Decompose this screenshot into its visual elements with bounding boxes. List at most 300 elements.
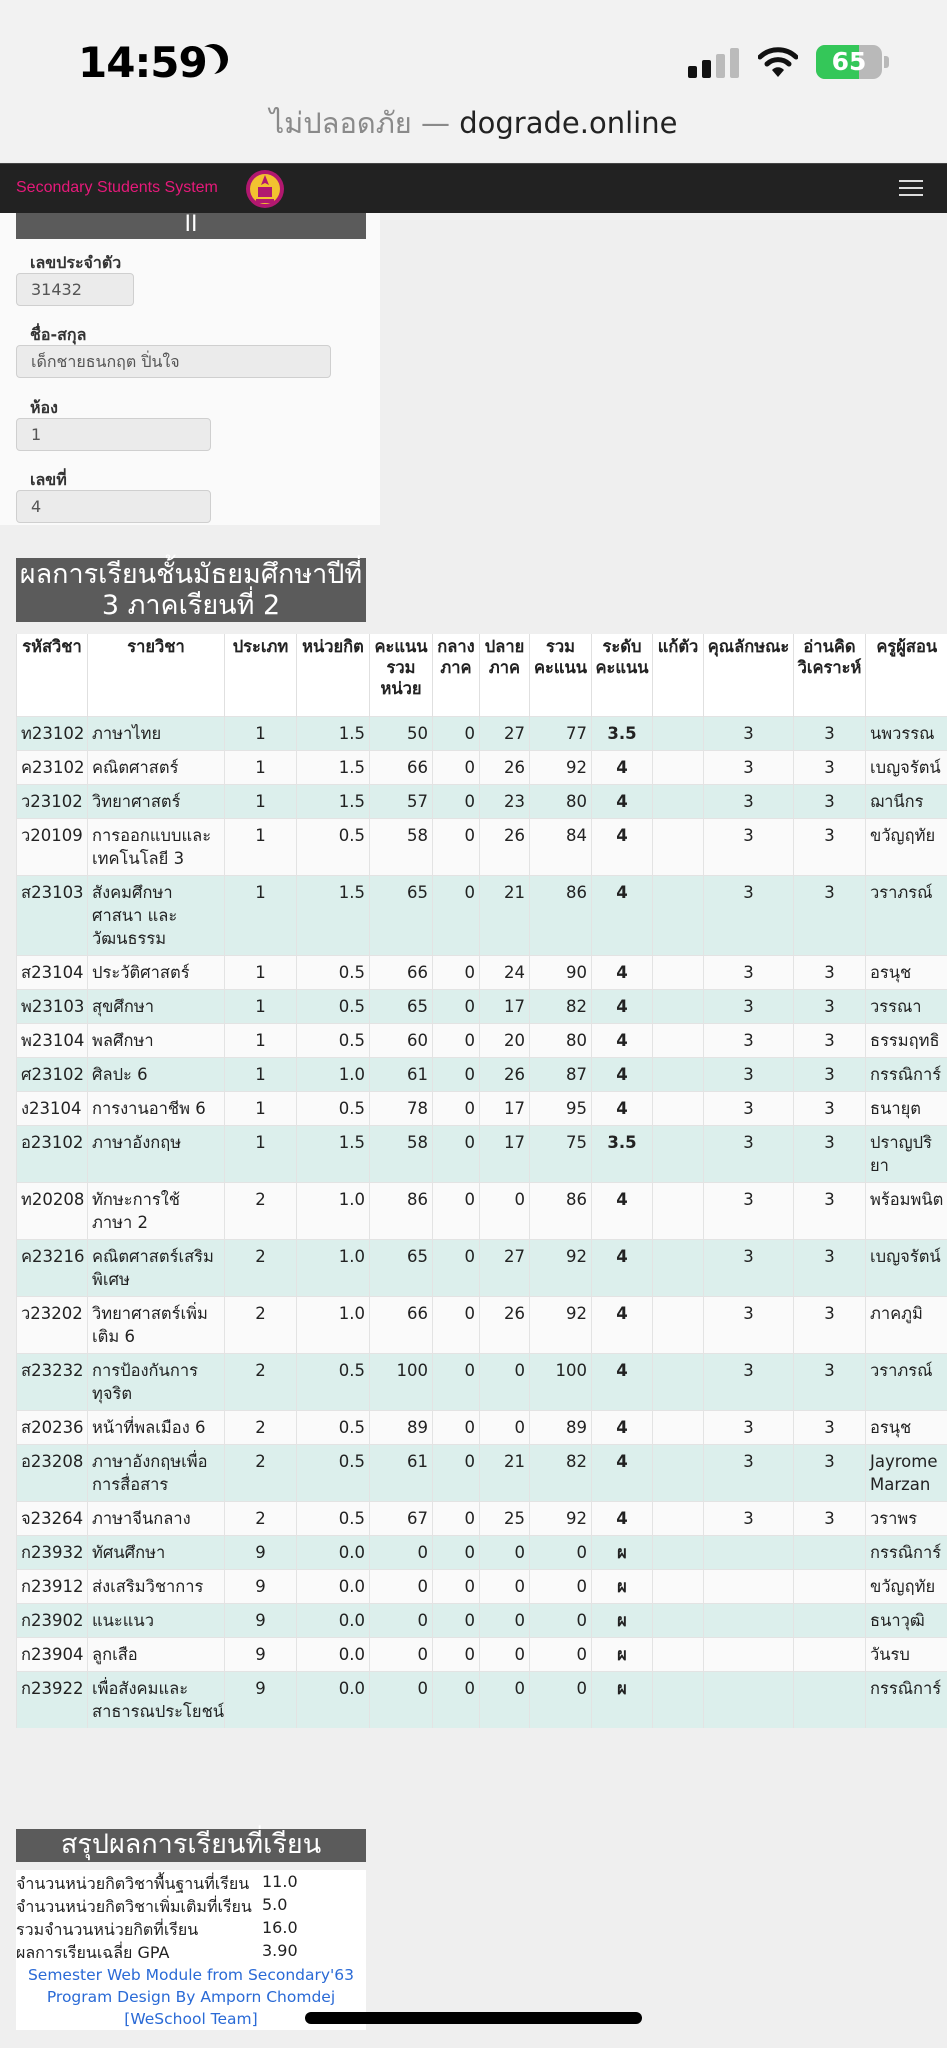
table-cell: 0 xyxy=(433,1296,480,1353)
table-cell: 0 xyxy=(433,1125,480,1182)
table-cell: 77 xyxy=(530,716,592,750)
table-cell: 23 xyxy=(480,784,530,818)
table-cell: ส23103 xyxy=(17,875,88,955)
table-cell: ธนายุต xyxy=(866,1091,947,1125)
table-cell: 0 xyxy=(433,1239,480,1296)
number-label: เลขที่ xyxy=(30,470,67,489)
brand-link[interactable]: Secondary Students System xyxy=(16,179,218,196)
table-cell: 3 xyxy=(704,1296,794,1353)
table-cell: 0 xyxy=(433,1410,480,1444)
table-cell: 1 xyxy=(225,1125,297,1182)
table-cell: 4 xyxy=(592,1057,653,1091)
table-cell: 3 xyxy=(794,1057,866,1091)
col-header: ประเภท xyxy=(225,634,297,716)
table-cell: 4 xyxy=(592,1501,653,1535)
table-cell: 27 xyxy=(480,716,530,750)
table-cell: 4 xyxy=(592,750,653,784)
table-row xyxy=(17,1023,947,1057)
table-cell: 0 xyxy=(433,750,480,784)
info-panel-header: II xyxy=(16,213,366,239)
table-cell: 26 xyxy=(480,1296,530,1353)
table-row xyxy=(17,1125,947,1182)
table-cell xyxy=(653,1410,704,1444)
insecure-label: ไม่ปลอดภัย xyxy=(269,106,412,140)
table-cell xyxy=(653,1444,704,1501)
table-cell: 0.5 xyxy=(297,1091,370,1125)
table-cell: 1 xyxy=(225,989,297,1023)
table-cell: 0 xyxy=(433,1091,480,1125)
table-cell: 4 xyxy=(592,1296,653,1353)
table-cell: จ23264 xyxy=(17,1501,88,1535)
table-cell xyxy=(653,750,704,784)
summary-panel xyxy=(16,1870,366,2030)
table-cell: 0 xyxy=(370,1603,433,1637)
table-cell: 3.5 xyxy=(592,1125,653,1182)
table-cell: 4 xyxy=(592,1239,653,1296)
table-cell: เบญจรัตน์ xyxy=(866,1239,947,1296)
table-cell: 2 xyxy=(225,1410,297,1444)
table-cell: 1 xyxy=(225,818,297,875)
table-cell: 1 xyxy=(225,784,297,818)
table-cell xyxy=(653,716,704,750)
table-cell: กรรณิการ์ xyxy=(866,1671,947,1728)
table-cell: 0 xyxy=(433,1569,480,1603)
table-cell: ว20109 xyxy=(17,818,88,875)
table-cell: 1 xyxy=(225,1091,297,1125)
hamburger-menu-icon[interactable] xyxy=(899,180,923,198)
table-row xyxy=(17,1296,947,1353)
table-cell: 82 xyxy=(530,989,592,1023)
table-cell xyxy=(653,1091,704,1125)
table-cell: 57 xyxy=(370,784,433,818)
table-cell: 21 xyxy=(480,1444,530,1501)
summary-label: จำนวนหน่วยกิตวิชาเพิ่มเติมที่เรียน xyxy=(16,1897,252,1916)
table-cell: 4 xyxy=(592,1410,653,1444)
table-cell: 1.5 xyxy=(297,716,370,750)
ios-status-bar xyxy=(0,0,947,110)
table-cell: 0 xyxy=(530,1637,592,1671)
table-cell: 3 xyxy=(794,1239,866,1296)
summary-value: 11.0 xyxy=(262,1872,298,1891)
table-row xyxy=(17,818,947,875)
table-cell: Jayrome Marzan xyxy=(866,1444,947,1501)
table-cell: 17 xyxy=(480,989,530,1023)
table-cell: 67 xyxy=(370,1501,433,1535)
table-cell: 3 xyxy=(704,875,794,955)
table-cell: ศ23102 xyxy=(17,1057,88,1091)
table-cell xyxy=(794,1637,866,1671)
school-emblem-icon xyxy=(244,168,286,210)
table-cell: 66 xyxy=(370,750,433,784)
table-cell: 3 xyxy=(704,784,794,818)
table-cell: 65 xyxy=(370,989,433,1023)
table-row xyxy=(17,1091,947,1125)
table-cell: 80 xyxy=(530,784,592,818)
table-cell: การงานอาชีพ 6 xyxy=(88,1091,225,1125)
table-row xyxy=(17,716,947,750)
table-cell: 0 xyxy=(480,1535,530,1569)
table-cell: 3 xyxy=(794,989,866,1023)
table-cell: 0 xyxy=(433,1182,480,1239)
table-cell: 86 xyxy=(530,1182,592,1239)
table-cell: 3 xyxy=(794,955,866,989)
table-cell xyxy=(653,875,704,955)
home-indicator xyxy=(305,2012,642,2024)
table-cell: 27 xyxy=(480,1239,530,1296)
table-cell: 3 xyxy=(704,1501,794,1535)
summary-value: 5.0 xyxy=(262,1895,288,1914)
table-cell: 0 xyxy=(370,1637,433,1671)
table-cell: 61 xyxy=(370,1057,433,1091)
table-cell: 3 xyxy=(704,1057,794,1091)
table-cell: 0 xyxy=(433,1501,480,1535)
table-cell: วิทยาศาสตร์เพิ่มเติม 6 xyxy=(88,1296,225,1353)
table-cell: 0.0 xyxy=(297,1535,370,1569)
room-field: 1 xyxy=(16,418,211,451)
summary-title: สรุปผลการเรียนที่เรียน xyxy=(16,1829,366,1862)
table-cell xyxy=(794,1569,866,1603)
cellular-signal-icon xyxy=(688,48,742,78)
table-cell: 92 xyxy=(530,750,592,784)
table-cell: 3 xyxy=(794,1125,866,1182)
table-cell xyxy=(653,1057,704,1091)
table-cell: ก23904 xyxy=(17,1637,88,1671)
table-cell: 3 xyxy=(794,1444,866,1501)
table-cell: 58 xyxy=(370,1125,433,1182)
table-cell: กรรณิการ์ xyxy=(866,1057,947,1091)
table-cell: 4 xyxy=(592,955,653,989)
table-cell: 61 xyxy=(370,1444,433,1501)
table-cell: 3 xyxy=(794,716,866,750)
table-row xyxy=(17,1671,947,1728)
table-row xyxy=(17,875,947,955)
table-cell: 0 xyxy=(480,1182,530,1239)
table-cell: วันรบ xyxy=(866,1637,947,1671)
table-cell: ธรรมฤทธิ xyxy=(866,1023,947,1057)
col-header: กลางภาค xyxy=(433,634,480,716)
col-header: รวมคะแนน xyxy=(530,634,592,716)
table-cell: ว23202 xyxy=(17,1296,88,1353)
wifi-icon xyxy=(758,44,798,80)
table-cell: 25 xyxy=(480,1501,530,1535)
table-cell: 26 xyxy=(480,818,530,875)
table-cell: กรรณิการ์ xyxy=(866,1535,947,1569)
table-cell: 0 xyxy=(530,1535,592,1569)
table-row xyxy=(17,1637,947,1671)
table-cell: 3 xyxy=(794,875,866,955)
table-cell: ภาษาจีนกลาง xyxy=(88,1501,225,1535)
table-cell xyxy=(653,1239,704,1296)
table-cell: 0 xyxy=(480,1353,530,1410)
table-cell: ภาษาไทย xyxy=(88,716,225,750)
table-cell: 4 xyxy=(592,1023,653,1057)
table-cell: 0.5 xyxy=(297,1444,370,1501)
table-cell: พร้อมพนิต xyxy=(866,1182,947,1239)
table-cell xyxy=(653,818,704,875)
table-cell: 9 xyxy=(225,1535,297,1569)
table-cell: 3 xyxy=(704,1353,794,1410)
site-navbar xyxy=(0,163,947,213)
status-time: 14:59 xyxy=(78,38,207,87)
table-cell: 9 xyxy=(225,1637,297,1671)
table-cell: ทัศนศึกษา xyxy=(88,1535,225,1569)
table-cell: 0.5 xyxy=(297,1353,370,1410)
table-cell: ธนาวุฒิ xyxy=(866,1603,947,1637)
col-header: ระดับคะแนน xyxy=(592,634,653,716)
table-cell: 3 xyxy=(794,1182,866,1239)
table-cell: 78 xyxy=(370,1091,433,1125)
table-cell: 4 xyxy=(592,989,653,1023)
table-cell: 3 xyxy=(794,750,866,784)
col-header: คุณลักษณะ xyxy=(704,634,794,716)
table-cell: ปราญปริยา xyxy=(866,1125,947,1182)
table-cell: 0 xyxy=(480,1637,530,1671)
table-cell: 65 xyxy=(370,875,433,955)
table-cell: 1 xyxy=(225,875,297,955)
table-cell: 0 xyxy=(370,1535,433,1569)
table-cell: 2 xyxy=(225,1296,297,1353)
table-cell: 0.0 xyxy=(297,1569,370,1603)
table-cell: 0 xyxy=(433,1444,480,1501)
table-cell: ส20236 xyxy=(17,1410,88,1444)
summary-label: ผลการเรียนเฉลี่ย GPA xyxy=(16,1943,170,1962)
table-cell: 92 xyxy=(530,1501,592,1535)
table-cell: 3 xyxy=(794,1410,866,1444)
table-row xyxy=(17,1057,947,1091)
table-row xyxy=(17,1239,947,1296)
table-cell: คณิตศาสตร์ xyxy=(88,750,225,784)
table-cell: 0.5 xyxy=(297,955,370,989)
table-row xyxy=(17,784,947,818)
table-cell: 1 xyxy=(225,1057,297,1091)
table-cell: ท20208 xyxy=(17,1182,88,1239)
table-cell: 1 xyxy=(225,716,297,750)
table-cell: 1 xyxy=(225,1023,297,1057)
table-cell: 0.5 xyxy=(297,1501,370,1535)
table-cell: 3 xyxy=(704,1091,794,1125)
col-header: รายวิชา xyxy=(88,634,225,716)
table-row xyxy=(17,1410,947,1444)
table-cell: 3 xyxy=(704,750,794,784)
table-row xyxy=(17,1569,947,1603)
table-cell: 4 xyxy=(592,1091,653,1125)
table-cell: 0.5 xyxy=(297,818,370,875)
battery-tip xyxy=(884,56,889,68)
table-cell: 0 xyxy=(433,955,480,989)
table-cell: 3 xyxy=(704,1125,794,1182)
table-cell: 0 xyxy=(530,1671,592,1728)
table-cell xyxy=(653,1501,704,1535)
table-cell: ส23104 xyxy=(17,955,88,989)
table-cell: ว23102 xyxy=(17,784,88,818)
table-cell: 0 xyxy=(480,1603,530,1637)
table-cell: นพวรรณ xyxy=(866,716,947,750)
table-cell xyxy=(653,1023,704,1057)
table-cell xyxy=(794,1535,866,1569)
table-cell: ภาษาอังกฤษ xyxy=(88,1125,225,1182)
table-cell: ส23232 xyxy=(17,1353,88,1410)
table-cell: 4 xyxy=(592,818,653,875)
col-header: ปลายภาค xyxy=(480,634,530,716)
table-cell xyxy=(794,1603,866,1637)
table-cell: 0 xyxy=(433,818,480,875)
table-cell xyxy=(653,1182,704,1239)
table-cell: วราภรณ์ xyxy=(866,875,947,955)
table-row xyxy=(17,989,947,1023)
table-cell: 92 xyxy=(530,1239,592,1296)
table-cell: ก23902 xyxy=(17,1603,88,1637)
table-cell: ค23216 xyxy=(17,1239,88,1296)
table-cell: 50 xyxy=(370,716,433,750)
summary-label: จำนวนหน่วยกิตวิชาพื้นฐานที่เรียน xyxy=(16,1874,250,1893)
table-cell: 80 xyxy=(530,1023,592,1057)
table-cell xyxy=(653,989,704,1023)
table-cell: 92 xyxy=(530,1296,592,1353)
table-cell xyxy=(704,1603,794,1637)
battery-level: 65 xyxy=(831,47,867,76)
table-cell: วราภรณ์ xyxy=(866,1353,947,1410)
table-cell: ค23102 xyxy=(17,750,88,784)
table-cell: 0 xyxy=(530,1603,592,1637)
table-cell: 1.5 xyxy=(297,1125,370,1182)
battery-charging-icon xyxy=(816,45,882,79)
summary-value: 3.90 xyxy=(262,1941,298,1960)
table-cell: ศิลปะ 6 xyxy=(88,1057,225,1091)
col-header: หน่วยกิต xyxy=(297,634,370,716)
table-cell: หน้าที่พลเมือง 6 xyxy=(88,1410,225,1444)
table-row xyxy=(17,955,947,989)
table-cell: 58 xyxy=(370,818,433,875)
table-cell: การออกแบบและเทคโนโลยี 3 xyxy=(88,818,225,875)
table-cell: 3 xyxy=(704,1410,794,1444)
table-row xyxy=(17,1353,947,1410)
table-cell: 3 xyxy=(794,818,866,875)
table-cell: ภาษาอังกฤษเพื่อการสื่อสาร xyxy=(88,1444,225,1501)
student-id-field: 31432 xyxy=(16,273,134,306)
table-cell: 24 xyxy=(480,955,530,989)
table-cell: 0 xyxy=(370,1569,433,1603)
table-cell xyxy=(653,1296,704,1353)
table-cell: 90 xyxy=(530,955,592,989)
table-cell: เพื่อสังคมและสาธารณประโยชน์ xyxy=(88,1671,225,1728)
table-cell xyxy=(653,784,704,818)
table-cell: 84 xyxy=(530,818,592,875)
table-row xyxy=(17,1501,947,1535)
table-cell xyxy=(653,1637,704,1671)
table-cell: ขวัญฤทัย xyxy=(866,818,947,875)
table-cell: สังคมศึกษา ศาสนา และวัฒนธรรม xyxy=(88,875,225,955)
col-header: รหัสวิชา xyxy=(17,634,88,716)
credit-link-author[interactable]: Program Design By Amporn Chomdej [WeSchool Team] xyxy=(46,1988,336,2028)
table-cell: ท23102 xyxy=(17,716,88,750)
table-cell: 2 xyxy=(225,1501,297,1535)
table-row xyxy=(17,1444,947,1501)
table-cell: 9 xyxy=(225,1671,297,1728)
table-cell: 0 xyxy=(480,1569,530,1603)
table-cell: วิทยาศาสตร์ xyxy=(88,784,225,818)
table-cell: 21 xyxy=(480,875,530,955)
table-cell: 0.0 xyxy=(297,1671,370,1728)
table-cell: 1.0 xyxy=(297,1057,370,1091)
table-cell: 89 xyxy=(530,1410,592,1444)
table-cell: พลศึกษา xyxy=(88,1023,225,1057)
table-cell: อรนุช xyxy=(866,955,947,989)
table-cell: 0 xyxy=(433,1637,480,1671)
table-cell: 3 xyxy=(704,955,794,989)
grades-table xyxy=(16,634,947,1728)
student-info-panel xyxy=(0,213,380,525)
table-cell: 9 xyxy=(225,1569,297,1603)
table-cell: พ23103 xyxy=(17,989,88,1023)
table-cell xyxy=(653,1671,704,1728)
table-cell: 3 xyxy=(704,1182,794,1239)
table-cell xyxy=(704,1671,794,1728)
col-header: คะแนนรวมหน่วย xyxy=(370,634,433,716)
table-cell: 65 xyxy=(370,1239,433,1296)
table-cell: ก23912 xyxy=(17,1569,88,1603)
table-cell: 4 xyxy=(592,1182,653,1239)
url-separator: — xyxy=(411,106,460,140)
col-header: แก้ตัว xyxy=(653,634,704,716)
table-cell: 20 xyxy=(480,1023,530,1057)
table-cell: 75 xyxy=(530,1125,592,1182)
table-cell: 3.5 xyxy=(592,716,653,750)
table-cell: 0 xyxy=(433,875,480,955)
table-cell: 1.0 xyxy=(297,1239,370,1296)
table-cell: สุขศึกษา xyxy=(88,989,225,1023)
table-cell: การป้องกันการทุจริต xyxy=(88,1353,225,1410)
table-cell: 0 xyxy=(370,1671,433,1728)
table-cell: 4 xyxy=(592,1444,653,1501)
table-cell: อรนุช xyxy=(866,1410,947,1444)
table-cell: 0.5 xyxy=(297,989,370,1023)
table-cell: ภาคภูมิ xyxy=(866,1296,947,1353)
table-cell: 95 xyxy=(530,1091,592,1125)
table-cell: พ23104 xyxy=(17,1023,88,1057)
table-cell: 1.5 xyxy=(297,784,370,818)
col-header: อ่านคิดวิเคราะห์ xyxy=(794,634,866,716)
student-id-label: เลขประจำตัว xyxy=(30,253,122,272)
credit-link-module[interactable]: Semester Web Module from Secondary'63 xyxy=(27,1966,355,1984)
table-cell: ส่งเสริมวิชาการ xyxy=(88,1569,225,1603)
table-cell: 100 xyxy=(530,1353,592,1410)
table-cell xyxy=(653,1603,704,1637)
table-cell: ผ xyxy=(592,1671,653,1728)
table-cell: 3 xyxy=(704,1239,794,1296)
table-cell: 3 xyxy=(794,1353,866,1410)
table-cell: 3 xyxy=(704,1444,794,1501)
table-cell: 1.5 xyxy=(297,875,370,955)
url-bar[interactable] xyxy=(0,100,947,162)
table-cell: 0 xyxy=(433,1353,480,1410)
table-cell: ผ xyxy=(592,1569,653,1603)
table-cell: 0 xyxy=(480,1671,530,1728)
room-label: ห้อง xyxy=(30,398,58,417)
table-cell: 26 xyxy=(480,1057,530,1091)
table-cell: 1.0 xyxy=(297,1182,370,1239)
table-row xyxy=(17,1182,947,1239)
table-cell: 3 xyxy=(704,1023,794,1057)
table-cell: 1.0 xyxy=(297,1296,370,1353)
table-cell: ประวัติศาสตร์ xyxy=(88,955,225,989)
table-cell xyxy=(704,1535,794,1569)
table-cell: ฌานีกร xyxy=(866,784,947,818)
table-cell: 0.0 xyxy=(297,1603,370,1637)
table-cell: 3 xyxy=(794,784,866,818)
table-cell: 3 xyxy=(794,1023,866,1057)
table-cell: วรรณา xyxy=(866,989,947,1023)
table-cell: 1 xyxy=(225,955,297,989)
